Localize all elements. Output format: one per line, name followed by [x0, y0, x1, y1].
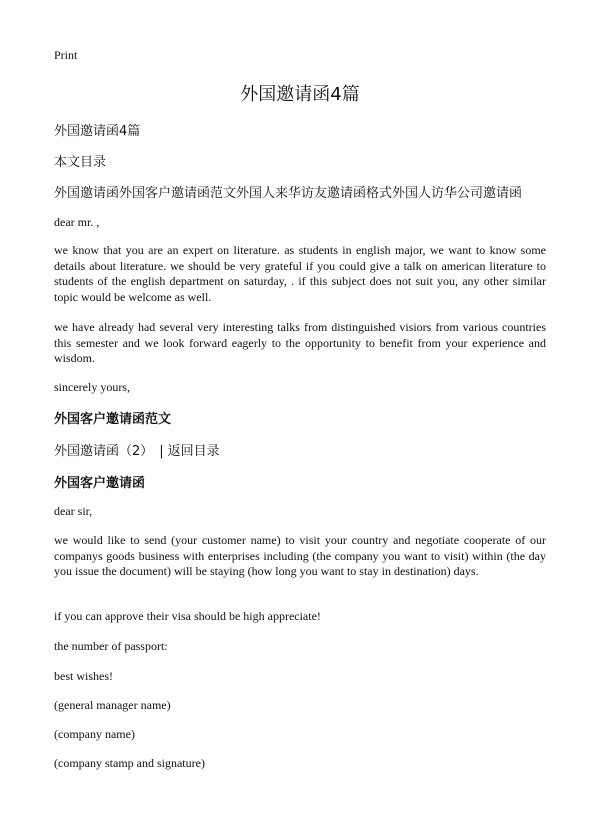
- letter1-closing: sincerely yours,: [54, 380, 130, 394]
- letter1-paragraph-2: we have already had several very interesting talks from distinguished visiors from various countries this semester and we look forward eagerly to the opportunity to benefit from your experience and wisdom.: [54, 320, 546, 365]
- nav-line: [54, 440, 220, 459]
- stamp-line: (company stamp and signature): [54, 756, 205, 770]
- nav-separator: |: [159, 444, 164, 459]
- letter2-paragraph-1: we would like to send (your customer name) to visit your country and negotiate cooperate of our companys goods business with enterprises including (the company you want to visit) within (the day you issue the document) will be staying (how long you want to stay in destination) days.: [54, 533, 546, 578]
- letter1-paragraph-1: we know that you are an expert on literature. as students in english major, we want to know some details about literature. we should be very grateful if you could give a talk on american literature to students of the english department on saturday, . if this subject does not suit you, any other similar topic would be welcome as well.: [54, 243, 546, 304]
- letter1-salutation: dear mr. ,: [54, 215, 100, 229]
- print-link[interactable]: Print: [54, 48, 78, 62]
- company-line: (company name): [54, 727, 135, 741]
- wishes-line: best wishes!: [54, 669, 113, 683]
- back-to-toc-link[interactable]: 返回目录: [167, 444, 220, 459]
- letter2-salutation: dear sir,: [54, 504, 93, 518]
- nav-prefix: 外国邀请函（2）: [54, 444, 154, 459]
- document-subtitle: 外国邀请函4篇: [54, 124, 141, 139]
- section2-heading: 外国客户邀请函范文: [54, 412, 172, 427]
- document-title: 外国邀请函4篇: [240, 84, 360, 105]
- toc-heading: 本文目录: [54, 155, 107, 170]
- passport-line: the number of passport:: [54, 639, 168, 653]
- toc-line[interactable]: 外国邀请函外国客户邀请函范文外国人来华访友邀请函格式外国人访华公司邀请函: [54, 186, 523, 201]
- letter2-paragraph-2: if you can approve their visa should be high appreciate!: [54, 609, 321, 623]
- section2-subheading: 外国客户邀请函: [54, 476, 146, 491]
- manager-line: (general manager name): [54, 698, 171, 712]
